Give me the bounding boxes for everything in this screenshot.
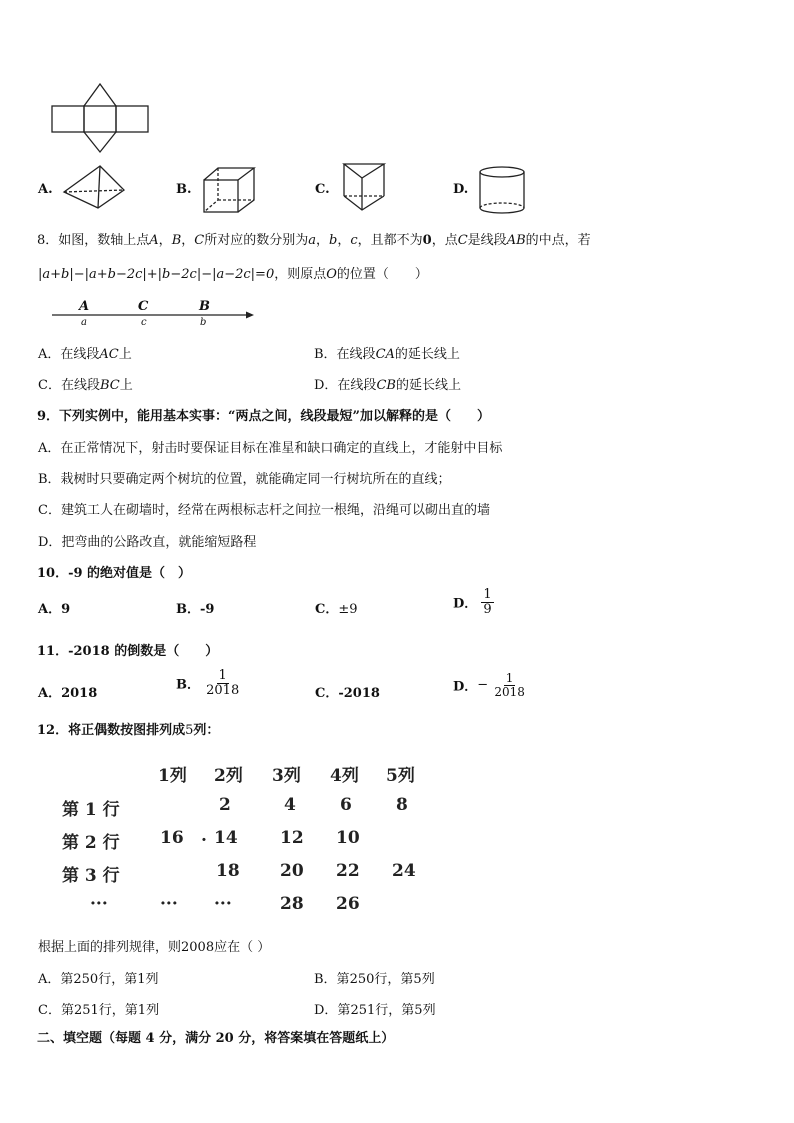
stray-dot: .	[201, 826, 207, 846]
q8-option-d[interactable]: D．在线段CB的延长线上	[314, 378, 461, 393]
q10-option-d[interactable]: D． $\frac{1}{9}$	[453, 587, 492, 617]
q11-option-b[interactable]: B． $\frac{1}{2018}$	[176, 668, 240, 698]
table-cell: 10	[336, 828, 360, 848]
q9-option-a[interactable]: A．在正常情况下，射击时要保证目标在准星和缺口确定的直线上，才能射中目标	[38, 441, 503, 456]
q10-option-a[interactable]: A．9	[38, 602, 71, 617]
q10-option-b[interactable]: B．-9	[176, 602, 215, 617]
q11-option-d[interactable]: D．− $\frac{1}{2018}$	[453, 671, 525, 699]
fraction-b: $\frac{1}{2018}$	[206, 668, 240, 698]
row-label-2: 第 2 行	[62, 833, 120, 853]
table-cell: 12	[280, 828, 304, 848]
q8-option-c[interactable]: C．在线段BC上	[38, 378, 133, 393]
table-cell: 4	[284, 795, 296, 815]
table-cell: 8	[396, 795, 408, 815]
fraction-d: $\frac{1}{2018}$	[494, 671, 525, 699]
row-label-3: 第 3 行	[62, 866, 120, 886]
q11-option-c[interactable]: C．-2018	[315, 686, 380, 701]
q12-option-c[interactable]: C．第251行，第1列	[38, 1003, 160, 1018]
option-d-label: D.	[453, 182, 469, 197]
q10-stem: 10．-9 的绝对值是（ ）	[37, 566, 192, 581]
q9-option-b[interactable]: B．栽树时只要确定两个树坑的位置，就能确定同一行树坑所在的直线；	[38, 472, 451, 487]
q12-option-b[interactable]: B．第250行，第5列	[314, 972, 435, 987]
point-b-label: B	[199, 299, 210, 314]
table-cell: ···	[90, 894, 108, 914]
point-c-label: C	[138, 299, 149, 314]
cylinder-icon	[476, 164, 532, 216]
col-header-2: 2列	[214, 766, 243, 786]
q11-option-a[interactable]: A．2018	[38, 686, 98, 701]
row-label-1: 第 1 行	[62, 800, 120, 820]
table-cell: 22	[336, 861, 360, 881]
q12-tail: 根据上面的排列规律，则2008应在（ ）	[38, 940, 271, 955]
q8-option-a[interactable]: A．在线段AC上	[38, 347, 132, 362]
section-2-heading: 二、填空题（每题 4 分，满分 20 分，将答案填在答题纸上）	[37, 1031, 395, 1046]
q8-stem-line1: 8．如图，数轴上点A，B，C所对应的数分别为a，b，c，且都不为0，点C是线段AB的中点，若	[37, 233, 591, 248]
fraction-one-ninth: $\frac{1}{9}$	[483, 587, 492, 617]
option-c-label: C.	[315, 182, 330, 197]
cube-icon	[200, 166, 260, 216]
table-cell: 16	[160, 828, 184, 848]
table-cell: 20	[280, 861, 304, 881]
q12-option-a[interactable]: A．第250行，第1列	[38, 972, 159, 987]
pyramid-icon	[60, 164, 128, 212]
q9-option-c[interactable]: C．建筑工人在砌墙时，经常在两根标志杆之间拉一根绳，沿绳可以砌出直的墙	[38, 503, 490, 518]
point-c-value: c	[141, 317, 147, 328]
table-cell: 6	[340, 795, 352, 815]
table-cell: 28	[280, 894, 304, 914]
option-b-label: B.	[176, 182, 192, 197]
col-header-4: 4列	[330, 766, 359, 786]
table-cell: ···	[160, 894, 178, 914]
q9-stem: 9．下列实例中，能用基本实事：“两点之间，线段最短”加以解释的是（ ）	[37, 409, 491, 424]
option-a-label: A.	[38, 182, 53, 197]
col-header-3: 3列	[272, 766, 301, 786]
q12-option-d[interactable]: D．第251行，第5列	[314, 1003, 436, 1018]
q11-stem: 11．-2018 的倒数是（ ）	[37, 644, 219, 659]
point-a-value: a	[81, 317, 87, 328]
q8-option-b[interactable]: B．在线段CA的延长线上	[314, 347, 460, 362]
table-cell: ···	[214, 894, 232, 914]
table-cell: 14	[214, 828, 238, 848]
q8-equation: |a+b|−|a+b−2c|+|b−2c|−|a−2c|=0	[38, 267, 275, 282]
q9-option-d[interactable]: D．把弯曲的公路改直，就能缩短路程	[38, 535, 257, 550]
table-cell: 24	[392, 861, 416, 881]
table-cell: 26	[336, 894, 360, 914]
point-b-value: b	[200, 317, 207, 328]
net-figure	[48, 76, 154, 156]
col-header-5: 5列	[386, 766, 415, 786]
prism-icon	[338, 160, 390, 214]
q10-option-c[interactable]: C．±9	[315, 602, 358, 617]
q8-stem-line2: |a+b|−|a+b−2c|+|b−2c|−|a−2c|=0，则原点O的位置（ ）	[38, 267, 428, 282]
point-a-label: A	[79, 299, 90, 314]
table-cell: 2	[219, 795, 231, 815]
table-cell: 18	[216, 861, 240, 881]
q12-stem: 12．将正偶数按图排列成5列：	[37, 723, 220, 738]
col-header-1: 1列	[158, 766, 187, 786]
